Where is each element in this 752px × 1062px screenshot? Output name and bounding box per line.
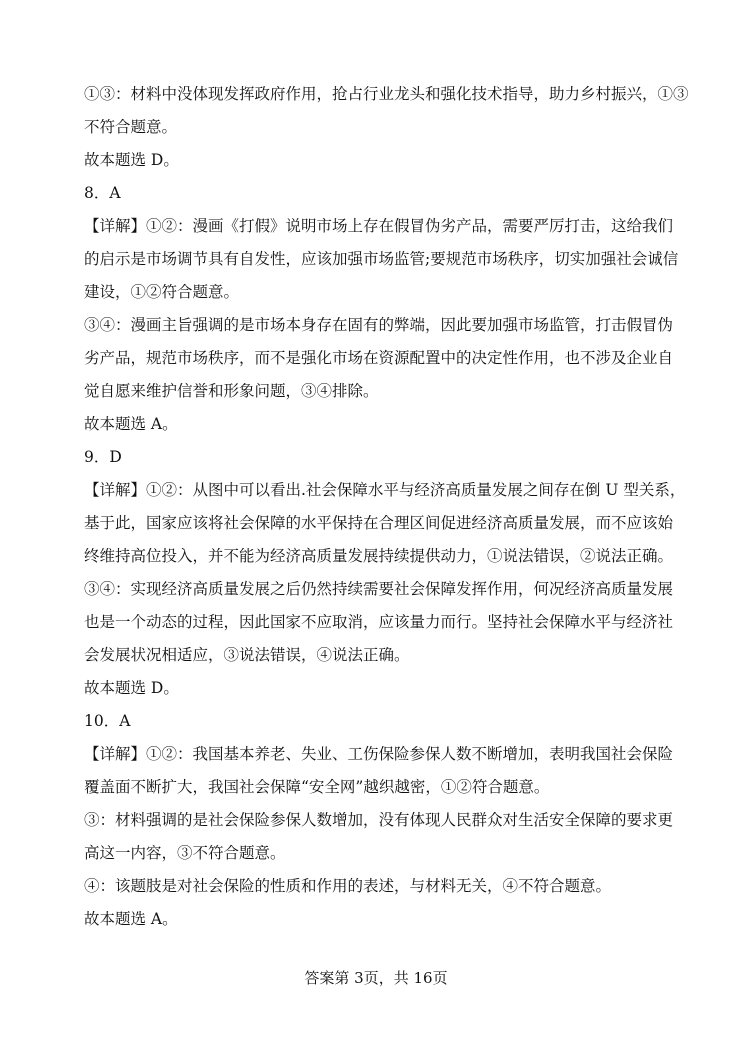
- text-line: 会发展状况相适应，③说法错误，④说法正确。: [84, 646, 410, 664]
- text-line: ③：材料强调的是社会保险参保人数增加，没有体现人民群众对生活安全保障的要求更: [84, 811, 674, 829]
- conclusion-line: 故本题选 D。: [84, 679, 179, 697]
- question-number: 8．A: [84, 184, 121, 202]
- text-line: 劣产品，规范市场秩序，而不是强化市场在资源配置中的决定性作用，也不涉及企业自: [84, 349, 674, 367]
- text-line: ③④：实现经济高质量发展之后仍然持续需要社会保障发挥作用，何况经济高质量发展: [84, 580, 674, 598]
- text-line: ③④：漫画主旨强调的是市场本身存在固有的弊端，因此要加强市场监管，打击假冒伪: [84, 316, 674, 334]
- text-line: ①③：材料中没体现发挥政府作用，抢占行业龙头和强化技术指导，助力乡村振兴，①③: [84, 85, 689, 103]
- text-line: 【详解】①②：我国基本养老、失业、工伤保险参保人数不断增加，表明我国社会保险: [84, 745, 674, 763]
- question-number: 10．A: [84, 712, 131, 730]
- question-number: 9．D: [84, 448, 122, 466]
- text-line: 终维持高位投入，并不能为经济高质量发展持续提供动力，①说法错误，②说法正确。: [84, 547, 674, 565]
- text-line: 【详解】①②：从图中可以看出.社会保障水平与经济高质量发展之间存在倒 U 型关系，: [84, 481, 686, 499]
- page-footer: 答案第 3页，共 16页: [304, 969, 448, 987]
- text-line: ④：该题肢是对社会保险的性质和作用的表述，与材料无关，④不符合题意。: [84, 877, 612, 895]
- text-line: 基于此，国家应该将社会保障的水平保持在合理区间促进经济高质量发展，而不应该始: [84, 514, 674, 532]
- text-line: 也是一个动态的过程，因此国家不应取消，应该量力而行。坚持社会保障水平与经济社: [84, 613, 674, 631]
- text-line: 【详解】①②：漫画《打假》说明市场上存在假冒伪劣产品，需要严厉打击，这给我们: [84, 217, 674, 235]
- text-line: 的启示是市场调节具有自发性，应该加强市场监管;要规范市场秩序，切实加强社会诚信: [84, 250, 679, 268]
- text-line: 覆盖面不断扩大，我国社会保障“安全网”越织越密，①②符合题意。: [84, 778, 550, 796]
- conclusion-line: 故本题选 D。: [84, 151, 179, 169]
- conclusion-line: 故本题选 A。: [84, 415, 178, 433]
- text-line: 觉自愿来维护信誉和形象问题，③④排除。: [84, 382, 379, 400]
- text-line: 高这一内容，③不符合题意。: [84, 844, 286, 862]
- conclusion-line: 故本题选 A。: [84, 910, 178, 928]
- text-line: 建设，①②符合题意。: [84, 283, 240, 301]
- answer-content: [84, 84, 689, 942]
- text-line: 不符合题意。: [84, 118, 178, 136]
